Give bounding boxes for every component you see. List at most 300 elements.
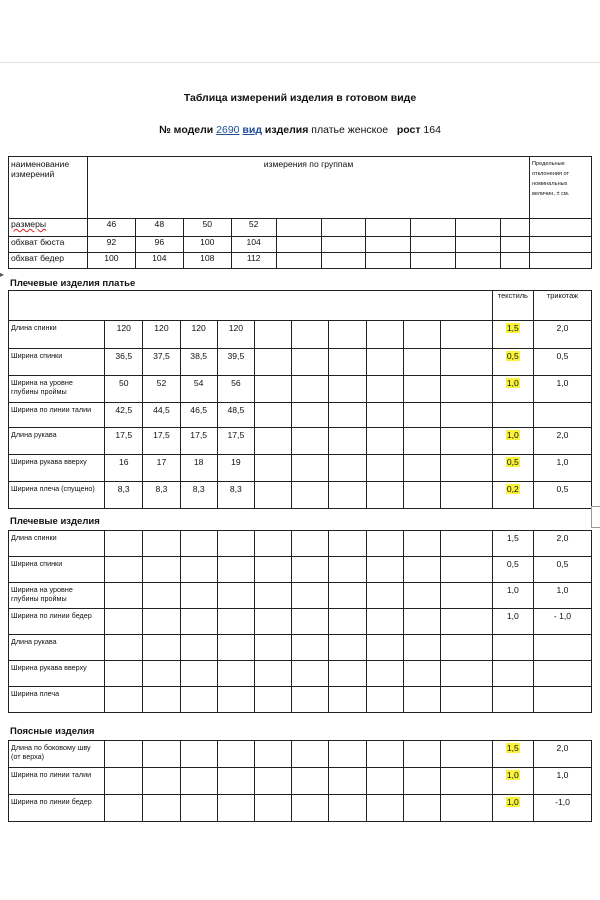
empty-cell xyxy=(254,661,291,687)
empty-cell xyxy=(329,349,366,376)
empty-cell xyxy=(254,531,291,557)
empty-cell xyxy=(329,428,366,455)
textile-tolerance xyxy=(492,768,533,795)
table-row xyxy=(9,531,592,557)
spellcheck-underlined-text: размеры xyxy=(11,219,47,229)
right-edge-marker xyxy=(591,506,600,528)
row-label: Длина рукава xyxy=(9,428,105,455)
empty-cell xyxy=(456,253,501,269)
empty-cell xyxy=(217,557,254,583)
empty-cell xyxy=(329,635,366,661)
empty-cell xyxy=(292,609,329,635)
measure-value: 36,5 xyxy=(105,349,143,376)
section1-table xyxy=(8,290,592,509)
col-textile-header: текстиль xyxy=(492,291,533,321)
empty-cell xyxy=(254,741,291,768)
measure-value: 39,5 xyxy=(217,349,254,376)
size-value: 96 xyxy=(135,237,183,253)
empty-cell xyxy=(143,609,180,635)
empty-cell xyxy=(440,583,492,609)
empty-cell xyxy=(440,349,492,376)
empty-cell xyxy=(292,768,329,795)
knit-tolerance: 2,0 xyxy=(534,531,592,557)
empty-cell xyxy=(254,768,291,795)
textile-tolerance xyxy=(492,403,533,428)
empty-cell xyxy=(403,687,440,713)
measure-value: 8,3 xyxy=(143,482,180,509)
empty-cell xyxy=(366,661,403,687)
empty-cell xyxy=(329,687,366,713)
empty-cell xyxy=(180,687,217,713)
row-label: Ширина по линии бедер xyxy=(9,609,105,635)
empty-cell xyxy=(105,687,143,713)
measure-value: 8,3 xyxy=(180,482,217,509)
empty-cell xyxy=(180,557,217,583)
empty-cell xyxy=(217,583,254,609)
empty-cell xyxy=(292,428,329,455)
row-label: Ширина по линии талии xyxy=(9,768,105,795)
empty-cell xyxy=(180,635,217,661)
table-row xyxy=(9,237,592,253)
empty-cell xyxy=(292,687,329,713)
empty-cell xyxy=(366,741,403,768)
empty-cell xyxy=(329,531,366,557)
section3-table xyxy=(8,740,592,822)
table-row xyxy=(9,795,592,822)
empty-cell xyxy=(411,219,456,237)
empty-cell xyxy=(403,609,440,635)
header-name-cell: наименование измерений xyxy=(9,157,88,219)
empty-cell xyxy=(440,531,492,557)
table-row xyxy=(9,253,592,269)
empty-cell xyxy=(411,253,456,269)
empty-cell xyxy=(366,349,403,376)
empty-cell xyxy=(501,219,530,237)
textile-tolerance xyxy=(492,482,533,509)
empty-cell xyxy=(217,661,254,687)
empty-cell xyxy=(366,376,403,403)
empty-cell xyxy=(276,253,321,269)
measure-value: 17,5 xyxy=(180,428,217,455)
empty-cell xyxy=(276,219,321,237)
empty-cell xyxy=(366,482,403,509)
product-type: платье женское xyxy=(311,124,389,136)
size-value: 112 xyxy=(231,253,276,269)
rost-value: 164 xyxy=(423,124,441,136)
measure-value: 54 xyxy=(180,376,217,403)
empty-cell xyxy=(254,687,291,713)
empty-cell xyxy=(143,741,180,768)
empty-cell xyxy=(143,687,180,713)
empty-cell xyxy=(143,531,180,557)
empty-cell xyxy=(366,635,403,661)
row-label: Ширина рукава вверху xyxy=(9,661,105,687)
section2-title: Плечевые изделия xyxy=(10,516,100,527)
empty-cell xyxy=(105,531,143,557)
empty-cell xyxy=(105,609,143,635)
empty-cell xyxy=(501,253,530,269)
highlighted-value: 0,2 xyxy=(506,484,519,494)
empty-cell xyxy=(292,455,329,482)
empty-cell xyxy=(217,531,254,557)
empty-cell xyxy=(440,768,492,795)
empty-cell xyxy=(143,768,180,795)
measure-value: 52 xyxy=(143,376,180,403)
knit-tolerance xyxy=(534,403,592,428)
row-label: Ширина рукава вверху xyxy=(9,455,105,482)
empty-cell xyxy=(366,237,411,253)
row-label: Длина по боковому шву (от верха) xyxy=(9,741,105,768)
textile-tolerance: 1,5 xyxy=(492,531,533,557)
textile-tolerance xyxy=(492,661,533,687)
row-label: Длина рукава xyxy=(9,635,105,661)
empty-cell xyxy=(501,237,530,253)
empty-cell xyxy=(292,531,329,557)
knit-tolerance: 0,5 xyxy=(534,349,592,376)
sizes-table xyxy=(8,156,592,269)
measure-value: 120 xyxy=(180,321,217,349)
empty-cell xyxy=(329,321,366,349)
empty-cell xyxy=(403,428,440,455)
empty-cell xyxy=(329,583,366,609)
empty-cell xyxy=(366,455,403,482)
empty-cell xyxy=(217,609,254,635)
header-deviation-cell: Предельные отклонения от номинальных величин, ± см. xyxy=(530,157,592,219)
empty-cell xyxy=(329,557,366,583)
knit-tolerance: 1,0 xyxy=(534,583,592,609)
knit-tolerance: 2,0 xyxy=(534,741,592,768)
table-row xyxy=(9,609,592,635)
empty-cell xyxy=(403,376,440,403)
left-marker-icon: ▸ xyxy=(0,270,5,279)
row-label: Ширина спинки xyxy=(9,557,105,583)
empty-cell xyxy=(366,428,403,455)
empty-cell xyxy=(366,321,403,349)
empty-cell xyxy=(366,219,411,237)
empty-cell xyxy=(292,583,329,609)
empty-cell xyxy=(217,768,254,795)
table-row xyxy=(9,455,592,482)
empty-cell xyxy=(366,403,403,428)
empty-cell xyxy=(143,661,180,687)
table-row xyxy=(9,403,592,428)
highlighted-value: 1,5 xyxy=(506,323,519,333)
empty-cell xyxy=(440,661,492,687)
measure-value: 50 xyxy=(105,376,143,403)
row-label: обхват бедер xyxy=(9,253,88,269)
empty-cell xyxy=(440,428,492,455)
empty-cell xyxy=(321,253,366,269)
empty-cell xyxy=(254,428,291,455)
empty-cell xyxy=(366,557,403,583)
row-label: Ширина по линии бедер xyxy=(9,795,105,822)
empty-cell xyxy=(292,795,329,822)
empty-cell xyxy=(143,583,180,609)
row-label: Длина спинки xyxy=(9,531,105,557)
empty-cell xyxy=(217,795,254,822)
textile-tolerance: 1,0 xyxy=(492,583,533,609)
knit-tolerance xyxy=(534,635,592,661)
empty-cell xyxy=(329,482,366,509)
empty-cell xyxy=(366,583,403,609)
empty-cell xyxy=(254,403,291,428)
empty-cell xyxy=(440,795,492,822)
empty-cell xyxy=(440,687,492,713)
measure-value: 44,5 xyxy=(143,403,180,428)
measure-value: 17,5 xyxy=(217,428,254,455)
measure-value: 17,5 xyxy=(143,428,180,455)
empty-cell xyxy=(403,557,440,583)
empty-cell xyxy=(530,237,592,253)
empty-cell xyxy=(403,455,440,482)
empty-cell xyxy=(530,253,592,269)
size-value: 100 xyxy=(87,253,135,269)
textile-tolerance xyxy=(492,687,533,713)
empty-cell xyxy=(440,635,492,661)
empty-cell xyxy=(105,583,143,609)
empty-cell xyxy=(366,768,403,795)
knit-tolerance: 2,0 xyxy=(534,321,592,349)
empty-cell xyxy=(143,795,180,822)
section1-header-blank xyxy=(9,291,493,321)
table-row xyxy=(9,428,592,455)
textile-tolerance xyxy=(492,455,533,482)
empty-cell xyxy=(329,795,366,822)
empty-cell xyxy=(403,741,440,768)
textile-tolerance xyxy=(492,349,533,376)
measure-value: 18 xyxy=(180,455,217,482)
empty-cell xyxy=(292,376,329,403)
size-value: 108 xyxy=(183,253,231,269)
measure-value: 56 xyxy=(217,376,254,403)
empty-cell xyxy=(440,741,492,768)
measure-value: 120 xyxy=(105,321,143,349)
empty-cell xyxy=(366,687,403,713)
empty-cell xyxy=(440,403,492,428)
col-knit-header: трикотаж xyxy=(534,291,592,321)
empty-cell xyxy=(254,557,291,583)
empty-cell xyxy=(105,661,143,687)
highlighted-value: 1,5 xyxy=(506,743,519,753)
knit-tolerance: 1,0 xyxy=(534,455,592,482)
size-value: 48 xyxy=(135,219,183,237)
empty-cell xyxy=(292,321,329,349)
empty-cell xyxy=(403,349,440,376)
empty-cell xyxy=(180,768,217,795)
textile-tolerance xyxy=(492,795,533,822)
empty-cell xyxy=(403,321,440,349)
measure-value: 120 xyxy=(143,321,180,349)
empty-cell xyxy=(366,609,403,635)
empty-cell xyxy=(329,609,366,635)
textile-tolerance xyxy=(492,428,533,455)
knit-tolerance: 0,5 xyxy=(534,557,592,583)
empty-cell xyxy=(366,253,411,269)
highlighted-value: 1,0 xyxy=(506,430,519,440)
empty-cell xyxy=(276,237,321,253)
knit-tolerance: 2,0 xyxy=(534,428,592,455)
empty-cell xyxy=(292,741,329,768)
empty-cell xyxy=(254,795,291,822)
empty-cell xyxy=(440,557,492,583)
empty-cell xyxy=(180,583,217,609)
empty-cell xyxy=(254,349,291,376)
section1-title: Плечевые изделия платье xyxy=(10,278,136,289)
measure-value: 48,5 xyxy=(217,403,254,428)
table-row xyxy=(9,557,592,583)
empty-cell xyxy=(403,795,440,822)
measure-value: 120 xyxy=(217,321,254,349)
row-label: Ширина спинки xyxy=(9,349,105,376)
row-label: Ширина плеча (спущено) xyxy=(9,482,105,509)
empty-cell xyxy=(254,583,291,609)
empty-cell xyxy=(403,403,440,428)
vid-label: вид xyxy=(242,124,262,136)
page-top-divider xyxy=(0,62,600,63)
empty-cell xyxy=(440,376,492,403)
measure-value: 17,5 xyxy=(105,428,143,455)
textile-tolerance xyxy=(492,635,533,661)
empty-cell xyxy=(254,376,291,403)
knit-tolerance xyxy=(534,661,592,687)
textile-tolerance: 0,5 xyxy=(492,557,533,583)
empty-cell xyxy=(403,531,440,557)
table-row xyxy=(9,583,592,609)
textile-tolerance xyxy=(492,321,533,349)
empty-cell xyxy=(329,455,366,482)
empty-cell xyxy=(180,795,217,822)
header-groups-cell: измерения по группам xyxy=(87,157,529,219)
empty-cell xyxy=(180,741,217,768)
empty-cell xyxy=(254,482,291,509)
row-label xyxy=(9,219,88,237)
page-title: Таблица измерений изделия в готовом виде xyxy=(183,92,417,104)
empty-cell xyxy=(254,635,291,661)
table-row xyxy=(9,741,592,768)
table-row xyxy=(9,635,592,661)
row-label: Ширина по линии талии xyxy=(9,403,105,428)
empty-cell xyxy=(403,583,440,609)
measure-value: 46,5 xyxy=(180,403,217,428)
knit-tolerance: - 1,0 xyxy=(534,609,592,635)
highlighted-value: 1,0 xyxy=(506,797,519,807)
empty-cell xyxy=(105,635,143,661)
empty-cell xyxy=(105,768,143,795)
empty-cell xyxy=(292,403,329,428)
measure-value: 16 xyxy=(105,455,143,482)
highlighted-value: 0,5 xyxy=(506,351,519,361)
textile-tolerance: 1,0 xyxy=(492,609,533,635)
empty-cell xyxy=(403,482,440,509)
table-row xyxy=(9,349,592,376)
size-value: 100 xyxy=(183,237,231,253)
row-label: Ширина на уровне глубины проймы xyxy=(9,583,105,609)
empty-cell xyxy=(366,531,403,557)
empty-cell xyxy=(440,321,492,349)
knit-tolerance: 1,0 xyxy=(534,768,592,795)
model-line xyxy=(0,124,600,136)
size-value: 50 xyxy=(183,219,231,237)
size-value: 92 xyxy=(87,237,135,253)
table-row xyxy=(9,482,592,509)
table-row xyxy=(9,376,592,403)
empty-cell xyxy=(440,609,492,635)
measure-value: 42,5 xyxy=(105,403,143,428)
size-value: 104 xyxy=(135,253,183,269)
section2-table xyxy=(8,530,592,713)
empty-cell xyxy=(143,635,180,661)
row-label: Ширина плеча xyxy=(9,687,105,713)
row-label: Длина спинки xyxy=(9,321,105,349)
empty-cell xyxy=(440,455,492,482)
empty-cell xyxy=(403,768,440,795)
table-row xyxy=(9,219,592,237)
empty-cell xyxy=(292,557,329,583)
size-value: 46 xyxy=(87,219,135,237)
section3-title: Поясные изделия xyxy=(10,726,95,737)
empty-cell xyxy=(254,321,291,349)
knit-tolerance: 1,0 xyxy=(534,376,592,403)
model-number[interactable]: 2690 xyxy=(216,124,240,136)
empty-cell xyxy=(292,661,329,687)
empty-cell xyxy=(329,741,366,768)
empty-cell xyxy=(321,237,366,253)
size-value: 104 xyxy=(231,237,276,253)
table-row xyxy=(9,661,592,687)
size-value: 52 xyxy=(231,219,276,237)
measure-value: 17 xyxy=(143,455,180,482)
empty-cell xyxy=(411,237,456,253)
empty-cell xyxy=(254,455,291,482)
textile-tolerance xyxy=(492,741,533,768)
empty-cell xyxy=(329,768,366,795)
empty-cell xyxy=(292,635,329,661)
model-prefix: № модели xyxy=(159,124,214,136)
empty-cell xyxy=(440,482,492,509)
empty-cell xyxy=(217,687,254,713)
highlighted-value: 0,5 xyxy=(506,457,519,467)
highlighted-value: 1,0 xyxy=(506,378,519,388)
izdeliya-label: изделия xyxy=(264,124,309,136)
measure-value: 37,5 xyxy=(143,349,180,376)
table-row xyxy=(9,768,592,795)
empty-cell xyxy=(217,741,254,768)
textile-tolerance xyxy=(492,376,533,403)
empty-cell xyxy=(180,609,217,635)
empty-cell xyxy=(180,531,217,557)
measure-value: 38,5 xyxy=(180,349,217,376)
table-row xyxy=(9,321,592,349)
empty-cell xyxy=(105,795,143,822)
empty-cell xyxy=(180,661,217,687)
highlighted-value: 1,0 xyxy=(506,770,519,780)
rost-label: рост xyxy=(396,124,421,136)
empty-cell xyxy=(456,219,501,237)
empty-cell xyxy=(254,609,291,635)
empty-cell xyxy=(292,482,329,509)
empty-cell xyxy=(366,795,403,822)
empty-cell xyxy=(321,219,366,237)
empty-cell xyxy=(105,557,143,583)
empty-cell xyxy=(530,219,592,237)
empty-cell xyxy=(143,557,180,583)
knit-tolerance: -1,0 xyxy=(534,795,592,822)
empty-cell xyxy=(403,661,440,687)
knit-tolerance xyxy=(534,687,592,713)
empty-cell xyxy=(329,403,366,428)
empty-cell xyxy=(456,237,501,253)
table-row xyxy=(9,687,592,713)
